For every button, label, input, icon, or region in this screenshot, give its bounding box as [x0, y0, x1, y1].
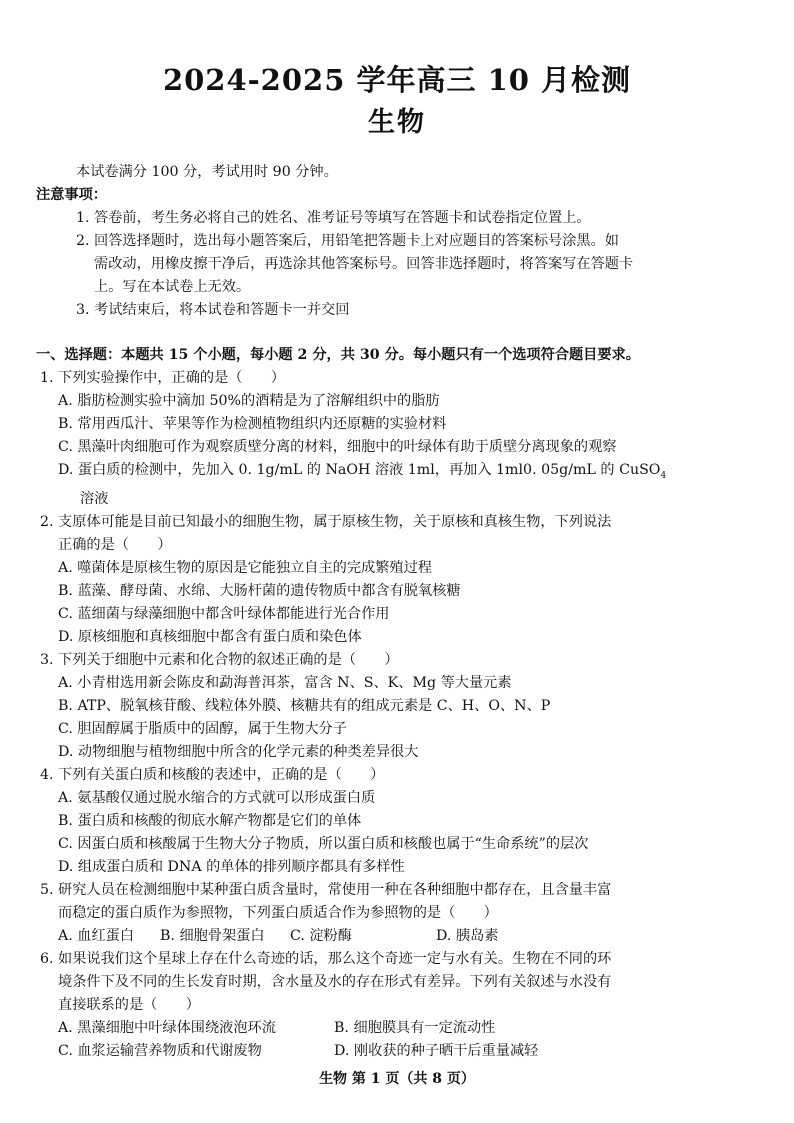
notice-item-1: 1. 答卷前，考生务必将自己的姓名、准考证号等填写在答题卡和试卷指定位置上。: [76, 210, 591, 226]
question-6-option-b: B. 细胞膜具有一定流动性: [334, 1019, 496, 1036]
question-6-stem-cont: 直接联系的是（ ）: [58, 996, 200, 1013]
question-6-options-row-2: [36, 1040, 766, 1063]
question-4-option-b: B. 蛋白质和核酸的彻底水解产物都是它们的单体: [58, 812, 362, 829]
question-4-option-a: A. 氨基酸仅通过脱水缩合的方式就可以形成蛋白质: [58, 789, 376, 806]
question-2-option-d: D. 原核细胞和真核细胞中都含有蛋白质和染色体: [58, 628, 362, 645]
notice-item-2: 2. 回答选择题时，选出每小题答案后，用铅笔把答题卡上对应题目的答案标号涂黑。如: [76, 233, 619, 249]
question-5-option-d: D. 胰岛素: [436, 927, 499, 944]
notice-item-2-cont: 需改动，用橡皮擦干净后，再选涂其他答案标号。回答非选择题时，将答案写在答题卡: [94, 256, 634, 272]
question-2-stem: 2. 支原体可能是目前已知最小的细胞生物，属于原核生物，关于原核和真核生物，下列说法: [40, 513, 612, 530]
question-2-option-b: B. 蓝藻、酵母菌、水绵、大肠杆菌的遗传物质中都含有脱氧核糖: [58, 582, 461, 599]
exam-subject: 生物: [368, 107, 426, 138]
question-3-option-b: B. ATP、脱氧核苷酸、线粒体外膜、核糖共有的组成元素是 C、H、O、N、P: [58, 697, 551, 714]
question-5-option-b: B. 细胞骨架蛋白: [160, 927, 265, 944]
question-3-stem: 3. 下列关于细胞中元素和化合物的叙述正确的是（ ）: [40, 651, 399, 668]
question-3-option-c: C. 胆固醇属于脂质中的固醇，属于生物大分子: [58, 720, 347, 737]
question-6-stem-cont: 境条件下及不同的生长发育时期，含水量及水的存在形式有差异。下列有关叙述与水没有: [58, 973, 612, 990]
question-6-option-d: D. 刚收获的种子晒干后重量减轻: [334, 1042, 539, 1059]
question-6-stem: 6. 如果说我们这个星球上存在什么奇迹的话，那么这个奇迹一定与水有关。生物在不同的环: [40, 950, 612, 967]
question-4-option-c: C. 因蛋白质和核酸属于生物大分子物质，所以蛋白质和核酸也属于“生命系统”的层次: [58, 835, 589, 852]
question-6-options-row-1: [36, 1017, 766, 1040]
question-1-option-a: A. 脂肪检测实验中滴加 50%的酒精是为了溶解组织中的脂肪: [58, 393, 440, 409]
question-1-stem: 1. 下列实验操作中，正确的是（ ）: [40, 370, 286, 386]
exam-body: [36, 161, 766, 1063]
question-5-stem: 5. 研究人员在检测细胞中某种蛋白质含量时，常使用一种在各种细胞中都存在，且含量丰富: [40, 881, 612, 898]
question-1-option-b: B. 常用西瓜汁、苹果等作为检测植物组织内还原糖的实验材料: [58, 416, 447, 432]
question-2-stem-cont: 正确的是（ ）: [58, 536, 172, 553]
notice-item-2-cont: 上。写在本试卷上无效。: [94, 279, 251, 295]
section-heading: 一、选择题：本题共 15 个小题，每小题 2 分，共 30 分。每小题只有一个选项符合题目要求。: [36, 347, 640, 363]
question-1-option-d-cont: 溶液: [80, 490, 109, 507]
question-2-option-a: A. 噬菌体是原核生物的原因是它能独立自主的完成繁殖过程: [58, 559, 432, 576]
question-2-option-c: C. 蓝细菌与绿藻细胞中都含叶绿体都能进行光合作用: [58, 605, 390, 622]
question-1-option-d: [36, 459, 766, 488]
question-5-options: [36, 925, 766, 948]
question-4-stem: 4. 下列有关蛋白质和核酸的表述中，正确的是（ ）: [40, 766, 385, 783]
question-1-option-d-text: D. 蛋白质的检测中，先加入 0. 1g/mL 的 NaOH 溶液 1ml，再加入 1ml0. 05g/mL 的 CuSO: [58, 462, 661, 478]
question-3-option-a: A. 小青柑选用新会陈皮和勐海普洱茶，富含 N、S、K、Mg 等大量元素: [58, 674, 512, 691]
question-1-option-c: C. 黑藻叶肉细胞可作为观察质壁分离的材料，细胞中的叶绿体有助于质壁分离现象的观察: [58, 439, 617, 455]
question-4-option-d: D. 组成蛋白质和 DNA 的单体的排列顺序都具有多样性: [58, 858, 405, 875]
intro-text: 本试卷满分 100 分，考试用时 90 分钟。: [76, 164, 338, 180]
question-6-option-a: A. 黑藻细胞中叶绿体围绕液泡环流: [58, 1019, 276, 1036]
notice-heading: 注意事项：: [36, 187, 107, 203]
question-5-stem-cont: 而稳定的蛋白质作为参照物，下列蛋白质适合作为参照物的是（ ）: [58, 904, 498, 921]
question-5-option-a: A. 血红蛋白: [58, 927, 135, 944]
page-footer: 生物 第 1 页（共 8 页）: [319, 1071, 475, 1087]
question-3-option-d: D. 动物细胞与植物细胞中所含的化学元素的种类差异很大: [58, 743, 419, 760]
notice-item-3: 3. 考试结束后，将本试卷和答题卡一并交回: [76, 302, 350, 318]
question-5-option-c: C. 淀粉酶: [290, 927, 352, 944]
question-6-option-c: C. 血浆运输营养物质和代谢废物: [58, 1042, 262, 1059]
subscript: 4: [660, 470, 667, 481]
exam-title: 2024-2025 学年高三 10 月检测: [162, 63, 632, 97]
